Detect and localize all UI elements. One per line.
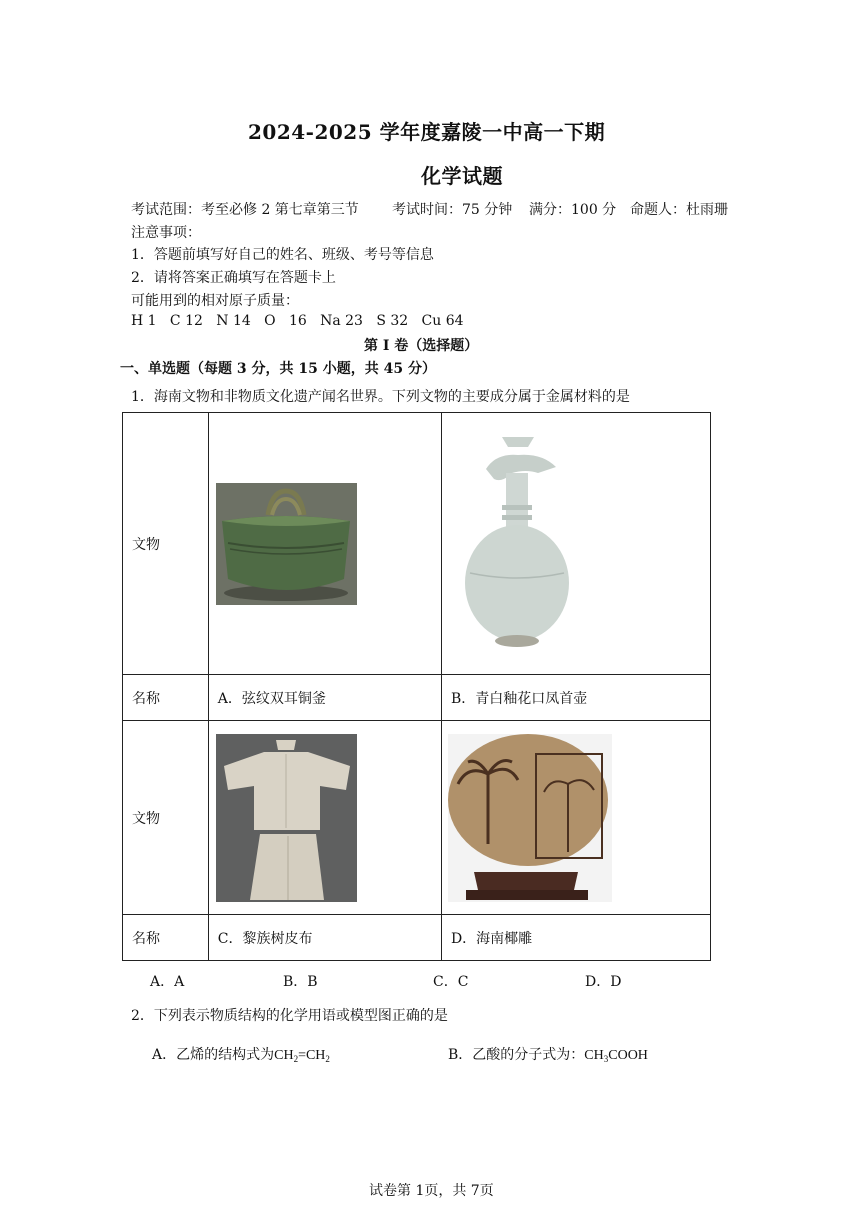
row-label-artifact: 文物	[123, 721, 209, 915]
choice-b[interactable]: B．B	[283, 974, 318, 990]
name-b: B．青白釉花口凤首壶	[441, 675, 710, 721]
q2-option-b[interactable]	[448, 1044, 648, 1064]
row-label-name: 名称	[123, 915, 209, 961]
atomic-heading: 可能用到的相对原子质量：	[131, 293, 299, 309]
note-item: 2．请将答案正确填写在答题卡上	[131, 270, 336, 286]
name-a: A．弦纹双耳铜釜	[208, 675, 441, 721]
bark-cloth-image	[216, 734, 357, 902]
part-title: 一、单选题（每题 3 分，共 15 小题，共 45 分）	[120, 361, 436, 377]
exam-author: 命题人：杜雨珊	[630, 202, 728, 218]
choice-a[interactable]: A．A	[150, 974, 185, 990]
exam-subtitle: 化学试题	[421, 164, 503, 188]
q2-option-a[interactable]	[152, 1044, 330, 1064]
exam-time: 考试时间：75 分钟	[392, 202, 513, 218]
volume-title: 第 I 卷（选择题）	[364, 338, 479, 354]
ethylene-formula: $CH_2=CH_2$	[274, 1048, 330, 1064]
q1-table	[122, 412, 711, 961]
q2-option-b-text: B．乙酸的分子式为：	[448, 1047, 585, 1063]
note-item: 1．答题前填写好自己的姓名、班级、考号等信息	[131, 247, 434, 263]
exam-scope: 考试范围：考至必修 2 第七章第三节	[131, 202, 359, 218]
acetic-acid-formula: $CH_3COOH$	[584, 1048, 648, 1064]
q2-stem: 2．下列表示物质结构的化学用语或模型图正确的是	[131, 1008, 448, 1024]
exam-score: 满分：100 分	[529, 202, 617, 218]
phoenix-ewer-image	[462, 433, 574, 653]
choice-c[interactable]: C．C	[433, 974, 469, 990]
name-d: D．海南椰雕	[441, 915, 710, 961]
exam-title: 2024-2025 学年度嘉陵一中高一下期	[248, 120, 606, 144]
q2-option-a-text: A．乙烯的结构式为	[152, 1047, 275, 1063]
page-footer: 试卷第 1页，共 7页	[369, 1183, 494, 1199]
row-label-artifact: 文物	[123, 413, 209, 675]
bronze-pot-image	[216, 483, 357, 605]
row-label-name: 名称	[123, 675, 209, 721]
choice-d[interactable]: D．D	[585, 974, 622, 990]
atomic-masses: H 1 C 12 N 14 O 16 Na 23 S 32 Cu 64	[131, 313, 464, 329]
notes-heading: 注意事项：	[131, 225, 201, 241]
coconut-carving-image	[448, 734, 612, 902]
q1-stem: 1．海南文物和非物质文化遗产闻名世界。下列文物的主要成分属于金属材料的是	[131, 389, 630, 405]
name-c: C．黎族树皮布	[208, 915, 441, 961]
